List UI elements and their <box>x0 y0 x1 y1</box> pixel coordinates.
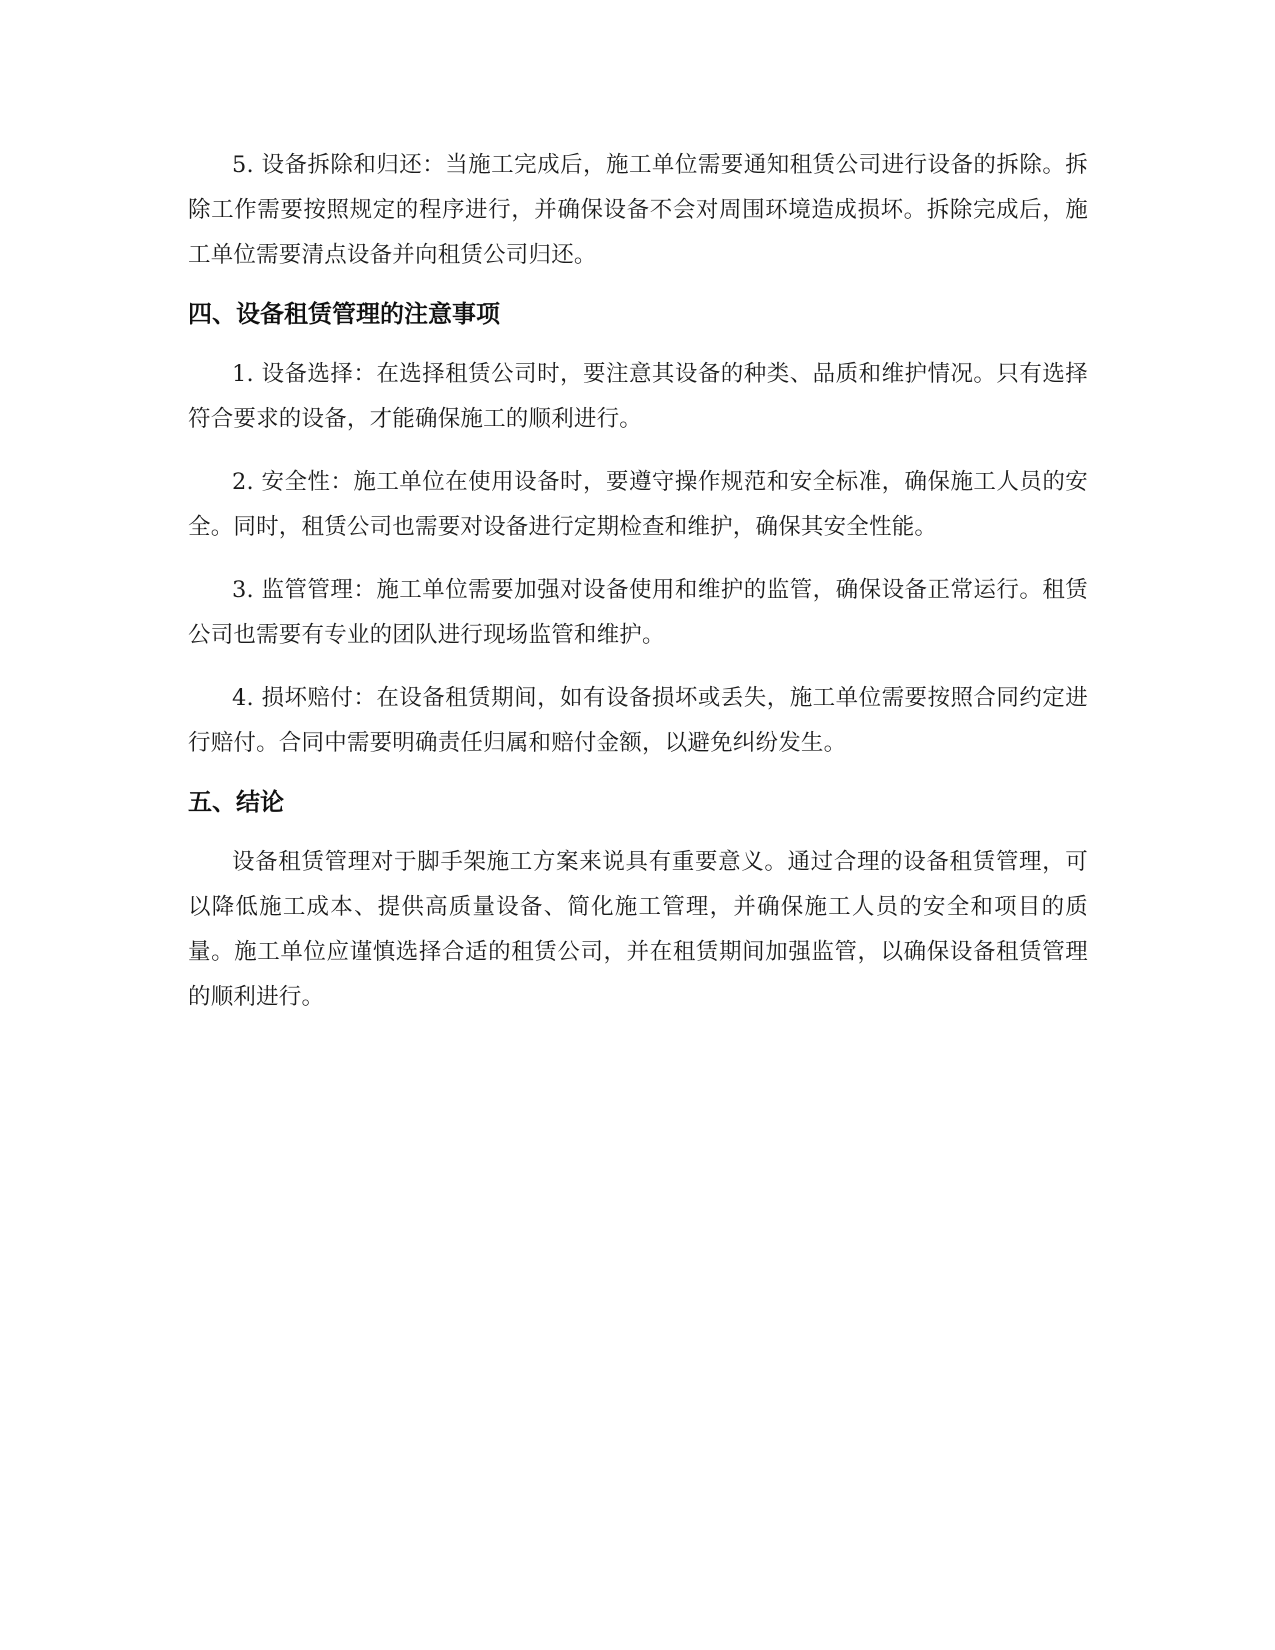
paragraph-supervision: 3. 监管管理：施工单位需要加强对设备使用和维护的监管，确保设备正常运行。租赁公司也需要有专业的团队进行现场监管和维护。 <box>188 577 1088 648</box>
paragraph-safety: 2. 安全性：施工单位在使用设备时，要遵守操作规范和安全标准，确保施工人员的安全。同时，租赁公司也需要对设备进行定期检查和维护，确保其安全性能。 <box>188 469 1088 540</box>
paragraph-damage-compensation: 4. 损坏赔付：在设备租赁期间，如有设备损坏或丢失，施工单位需要按照合同约定进行赔付。合同中需要明确责任归属和赔付金额，以避免纠纷发生。 <box>188 685 1088 756</box>
section-heading-precautions: 四、设备租赁管理的注意事项 <box>188 300 500 328</box>
paragraph-equipment-removal: 5. 设备拆除和归还：当施工完成后，施工单位需要通知租赁公司进行设备的拆除。拆除工作需要按照规定的程序进行，并确保设备不会对周围环境造成损坏。拆除完成后，施工单位需要清点设备并向租赁公司归还。 <box>188 152 1088 268</box>
paragraph-conclusion: 设备租赁管理对于脚手架施工方案来说具有重要意义。通过合理的设备租赁管理，可以降低施工成本、提供高质量设备、简化施工管理，并确保施工人员的安全和项目的质量。施工单位应谨慎选择合适的租赁公司，并在租赁期间加强监管，以确保设备租赁管理的顺利进行。 <box>188 849 1088 1010</box>
section-heading-conclusion: 五、结论 <box>188 788 284 816</box>
document-page <box>188 143 1088 1038</box>
paragraph-equipment-selection: 1. 设备选择：在选择租赁公司时，要注意其设备的种类、品质和维护情况。只有选择符合要求的设备，才能确保施工的顺利进行。 <box>188 361 1088 432</box>
